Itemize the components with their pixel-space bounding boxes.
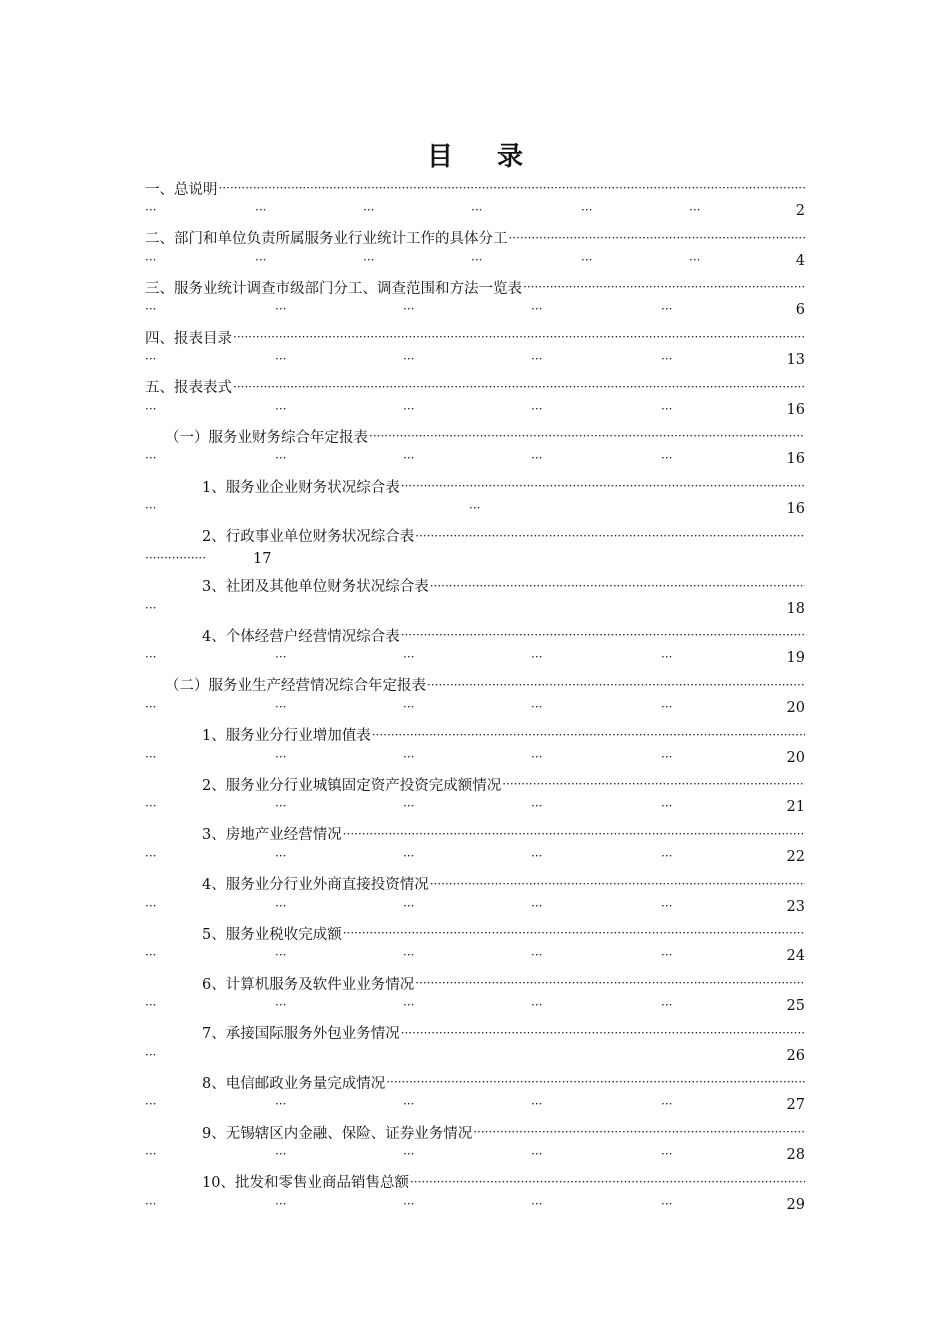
toc-entry[interactable] xyxy=(145,967,805,1017)
dot-leader: ··· xyxy=(145,898,157,913)
dot-leader xyxy=(502,774,805,794)
toc-entry[interactable] xyxy=(145,619,805,669)
dot-leader: ··· xyxy=(145,1147,157,1162)
toc-page-number: 13 xyxy=(786,352,805,369)
dot-leader: ··· xyxy=(145,203,157,217)
dot-leader: ··· xyxy=(145,352,157,367)
dot-leader: ··· xyxy=(275,401,287,416)
dot-leader xyxy=(401,1023,805,1043)
dot-leader: ··· xyxy=(363,203,375,217)
dot-leader: ··· xyxy=(145,252,157,267)
dot-leader: ··· xyxy=(275,848,287,863)
dot-leader xyxy=(473,1122,805,1142)
toc-page-number: 18 xyxy=(786,600,805,617)
dot-leader xyxy=(430,576,805,596)
dot-leader: ··· xyxy=(275,749,287,764)
dot-leader xyxy=(401,625,805,645)
dot-leader: ··· xyxy=(363,252,375,267)
dot-leader: ··· xyxy=(403,1196,415,1211)
dot-leader: ··· xyxy=(255,203,267,217)
toc-page-number: 29 xyxy=(786,1196,805,1213)
dot-leader xyxy=(401,476,805,496)
dot-leader: ··· xyxy=(531,1097,543,1112)
toc-entry[interactable] xyxy=(145,1017,805,1067)
toc-entry-label: 2、服务业分行业城镇固定资产投资完成额情况 xyxy=(202,777,502,794)
dot-leader: ··· xyxy=(145,749,157,764)
dot-leader: ··· xyxy=(661,948,673,963)
dot-leader xyxy=(410,1172,805,1192)
dot-leader: ··· xyxy=(403,451,415,466)
dot-leader: ··· xyxy=(531,650,543,665)
toc-page-number: 27 xyxy=(786,1097,805,1114)
toc-entry-label: 3、社团及其他单位财务状况综合表 xyxy=(202,579,429,595)
toc-entry-label: 一、总说明 xyxy=(145,181,218,198)
dot-leader: ··· xyxy=(403,352,415,367)
toc-entry[interactable] xyxy=(145,371,805,421)
dot-leader: ··· xyxy=(145,948,157,963)
title-char-left: 目 xyxy=(426,142,453,172)
toc-page-number: 22 xyxy=(786,848,805,865)
dot-leader: ··· xyxy=(275,1097,287,1112)
dot-leader: ··· xyxy=(531,401,543,416)
dot-leader: ··· xyxy=(145,451,157,466)
toc-entry[interactable] xyxy=(145,719,805,769)
toc-entry[interactable] xyxy=(145,470,805,520)
toc-entry[interactable] xyxy=(145,271,805,321)
toc-entry[interactable] xyxy=(145,868,805,918)
toc-entry[interactable] xyxy=(145,321,805,371)
dot-leader: ··· xyxy=(531,799,543,814)
toc-page-number: 16 xyxy=(786,501,805,518)
dot-leader: ··· xyxy=(403,749,415,764)
dot-leader xyxy=(343,824,805,844)
toc-entry-label: 四、报表目录 xyxy=(145,330,232,347)
dot-leader: ··· xyxy=(661,650,673,665)
toc-entry[interactable] xyxy=(145,570,805,620)
dot-leader: ··· xyxy=(145,501,157,516)
toc-page-number: 20 xyxy=(786,749,805,766)
dot-leader: ··· xyxy=(531,1147,543,1162)
dot-leader: ··· xyxy=(661,1097,673,1112)
dot-leader xyxy=(219,178,806,198)
dot-leader: ··· xyxy=(581,252,593,267)
dot-leader: ··· xyxy=(531,848,543,863)
toc-entry-label: 6、计算机服务及软件业业务情况 xyxy=(202,976,415,993)
dot-leader: ··· xyxy=(471,252,483,267)
dot-leader: ··· xyxy=(275,898,287,913)
dot-leader: ··· xyxy=(531,998,543,1012)
dot-leader: ··· xyxy=(403,1097,415,1112)
toc-entry[interactable] xyxy=(145,1066,805,1116)
toc-page-number: 28 xyxy=(786,1147,805,1164)
toc-entry-label: 1、服务业企业财务状况综合表 xyxy=(202,479,400,496)
dot-leader: ··· xyxy=(531,948,543,963)
dot-leader xyxy=(415,526,805,546)
dot-leader: ··· xyxy=(145,302,157,317)
toc-entry-label: 4、个体经营户经营情况综合表 xyxy=(202,628,400,645)
dot-leader: ··· xyxy=(145,1047,157,1062)
dot-leader: ··· xyxy=(661,998,673,1012)
toc-entry[interactable] xyxy=(145,172,805,222)
dot-leader: ··· xyxy=(145,600,157,615)
dot-leader: ··· xyxy=(275,948,287,963)
dot-leader xyxy=(343,923,805,943)
dot-leader: ··· xyxy=(531,1196,543,1211)
toc-page-number: 17 xyxy=(253,550,272,567)
dot-leader xyxy=(415,973,805,993)
toc-entry-label: 9、无锡辖区内金融、保险、证券业务情况 xyxy=(202,1125,473,1142)
dot-leader: ··· xyxy=(145,1097,157,1112)
dot-leader xyxy=(509,228,806,248)
toc-entry[interactable] xyxy=(145,917,805,967)
toc-entry-label: 7、承接国际服务外包业务情况 xyxy=(202,1026,400,1043)
dot-leader: ··· xyxy=(275,799,287,814)
dot-leader: ··· xyxy=(471,203,483,217)
dot-leader: ··· xyxy=(661,848,673,863)
dot-leader: ··· xyxy=(403,650,415,665)
toc-page-number: 16 xyxy=(786,401,805,418)
dot-leader: ··· xyxy=(275,998,287,1012)
toc-page-number: 20 xyxy=(786,699,805,716)
dot-leader: ··· xyxy=(661,401,673,416)
dot-leader: ··· xyxy=(661,898,673,913)
dot-leader: ··· xyxy=(531,352,543,367)
dot-leader: ··· xyxy=(275,451,287,466)
dot-leader xyxy=(233,377,805,397)
dot-leader: ··· xyxy=(403,401,415,416)
toc-entry-label: 五、报表表式 xyxy=(145,380,232,397)
dot-leader: ··· xyxy=(403,1147,415,1162)
dot-leader: ··· xyxy=(145,848,157,863)
dot-leader: ··· xyxy=(469,501,481,516)
toc-entry[interactable] xyxy=(145,1166,805,1216)
toc-entry-label: 2、行政事业单位财务状况综合表 xyxy=(202,529,415,546)
toc-entry[interactable] xyxy=(145,520,805,570)
dot-leader: ··· xyxy=(531,302,543,317)
dot-leader xyxy=(386,1072,805,1092)
dot-leader: ··· xyxy=(403,898,415,913)
toc-entry-label: 10、批发和零售业商品销售总额 xyxy=(202,1175,409,1192)
toc-entry[interactable] xyxy=(145,818,805,868)
dot-leader: ················ xyxy=(145,550,207,565)
dot-leader: ··· xyxy=(531,451,543,466)
dot-leader: ··· xyxy=(275,1147,287,1162)
dot-leader: ··· xyxy=(403,948,415,963)
dot-leader: ··· xyxy=(531,898,543,913)
dot-leader: ··· xyxy=(661,451,673,466)
toc-entry-label: 二、部门和单位负责所属服务业行业统计工作的具体分工 xyxy=(145,231,508,248)
toc-entry-label: 3、房地产业经营情况 xyxy=(202,827,342,844)
toc-entry-label: 8、电信邮政业务量完成情况 xyxy=(202,1075,386,1092)
dot-leader: ··· xyxy=(145,699,157,714)
toc-page-number: 21 xyxy=(786,799,805,816)
dot-leader: ··· xyxy=(145,998,157,1012)
table-of-contents xyxy=(145,172,805,1215)
toc-page-number: 23 xyxy=(786,898,805,915)
toc-page-number: 16 xyxy=(786,451,805,468)
dot-leader: ··· xyxy=(145,799,157,814)
dot-leader: ··· xyxy=(531,749,543,764)
toc-entry[interactable] xyxy=(145,1116,805,1166)
dot-leader: ··· xyxy=(145,1196,157,1211)
toc-entry-label: （二）服务业生产经营情况综合年定报表 xyxy=(165,678,426,695)
toc-entry-label: 三、服务业统计调查市级部门分工、调查范围和方法一览表 xyxy=(145,280,522,297)
dot-leader: ··· xyxy=(661,1147,673,1162)
dot-leader: ··· xyxy=(275,1196,287,1211)
toc-entry-label: 5、服务业税收完成额 xyxy=(202,926,342,943)
toc-page-number: 4 xyxy=(795,252,805,269)
dot-leader: ··· xyxy=(403,302,415,317)
dot-leader: ··· xyxy=(275,650,287,665)
dot-leader: ··· xyxy=(531,699,543,714)
dot-leader: ··· xyxy=(403,699,415,714)
toc-entry[interactable] xyxy=(145,669,805,719)
dot-leader: ··· xyxy=(275,302,287,317)
toc-page-number: 6 xyxy=(795,302,805,319)
dot-leader: ··· xyxy=(689,203,701,217)
dot-leader: ··· xyxy=(403,848,415,863)
dot-leader: ··· xyxy=(275,352,287,367)
dot-leader: ··· xyxy=(581,203,593,217)
toc-entry-label: （一）服务业财务综合年定报表 xyxy=(165,429,368,446)
dot-leader: ··· xyxy=(255,252,267,267)
dot-leader xyxy=(430,874,805,894)
dot-leader: ··· xyxy=(661,799,673,814)
dot-leader: ··· xyxy=(403,799,415,814)
dot-leader: ··· xyxy=(275,699,287,714)
dot-leader: ··· xyxy=(661,302,673,317)
dot-leader: ··· xyxy=(661,352,673,367)
toc-entry-label: 4、服务业分行业外商直接投资情况 xyxy=(202,877,429,894)
dot-leader: ··· xyxy=(661,699,673,714)
dot-leader xyxy=(372,725,805,745)
dot-leader: ··· xyxy=(403,998,415,1012)
dot-leader xyxy=(233,327,805,347)
dot-leader xyxy=(369,426,805,446)
toc-page-number: 24 xyxy=(786,948,805,965)
toc-entry[interactable] xyxy=(145,768,805,818)
toc-page-number: 19 xyxy=(786,650,805,667)
toc-page-number: 26 xyxy=(786,1047,805,1064)
dot-leader: ··· xyxy=(689,252,701,267)
dot-leader: ··· xyxy=(661,749,673,764)
toc-entry[interactable] xyxy=(145,420,805,470)
page-title xyxy=(0,136,950,173)
dot-leader: ··· xyxy=(661,1196,673,1211)
dot-leader xyxy=(427,675,805,695)
toc-page-number: 2 xyxy=(795,203,805,219)
toc-page-number: 25 xyxy=(786,998,805,1014)
dot-leader: ··· xyxy=(145,401,157,416)
title-char-right: 录 xyxy=(497,142,524,172)
toc-entry-label: 1、服务业分行业增加值表 xyxy=(202,728,371,745)
toc-entry[interactable] xyxy=(145,222,805,272)
dot-leader xyxy=(523,277,805,297)
dot-leader: ··· xyxy=(145,650,157,665)
